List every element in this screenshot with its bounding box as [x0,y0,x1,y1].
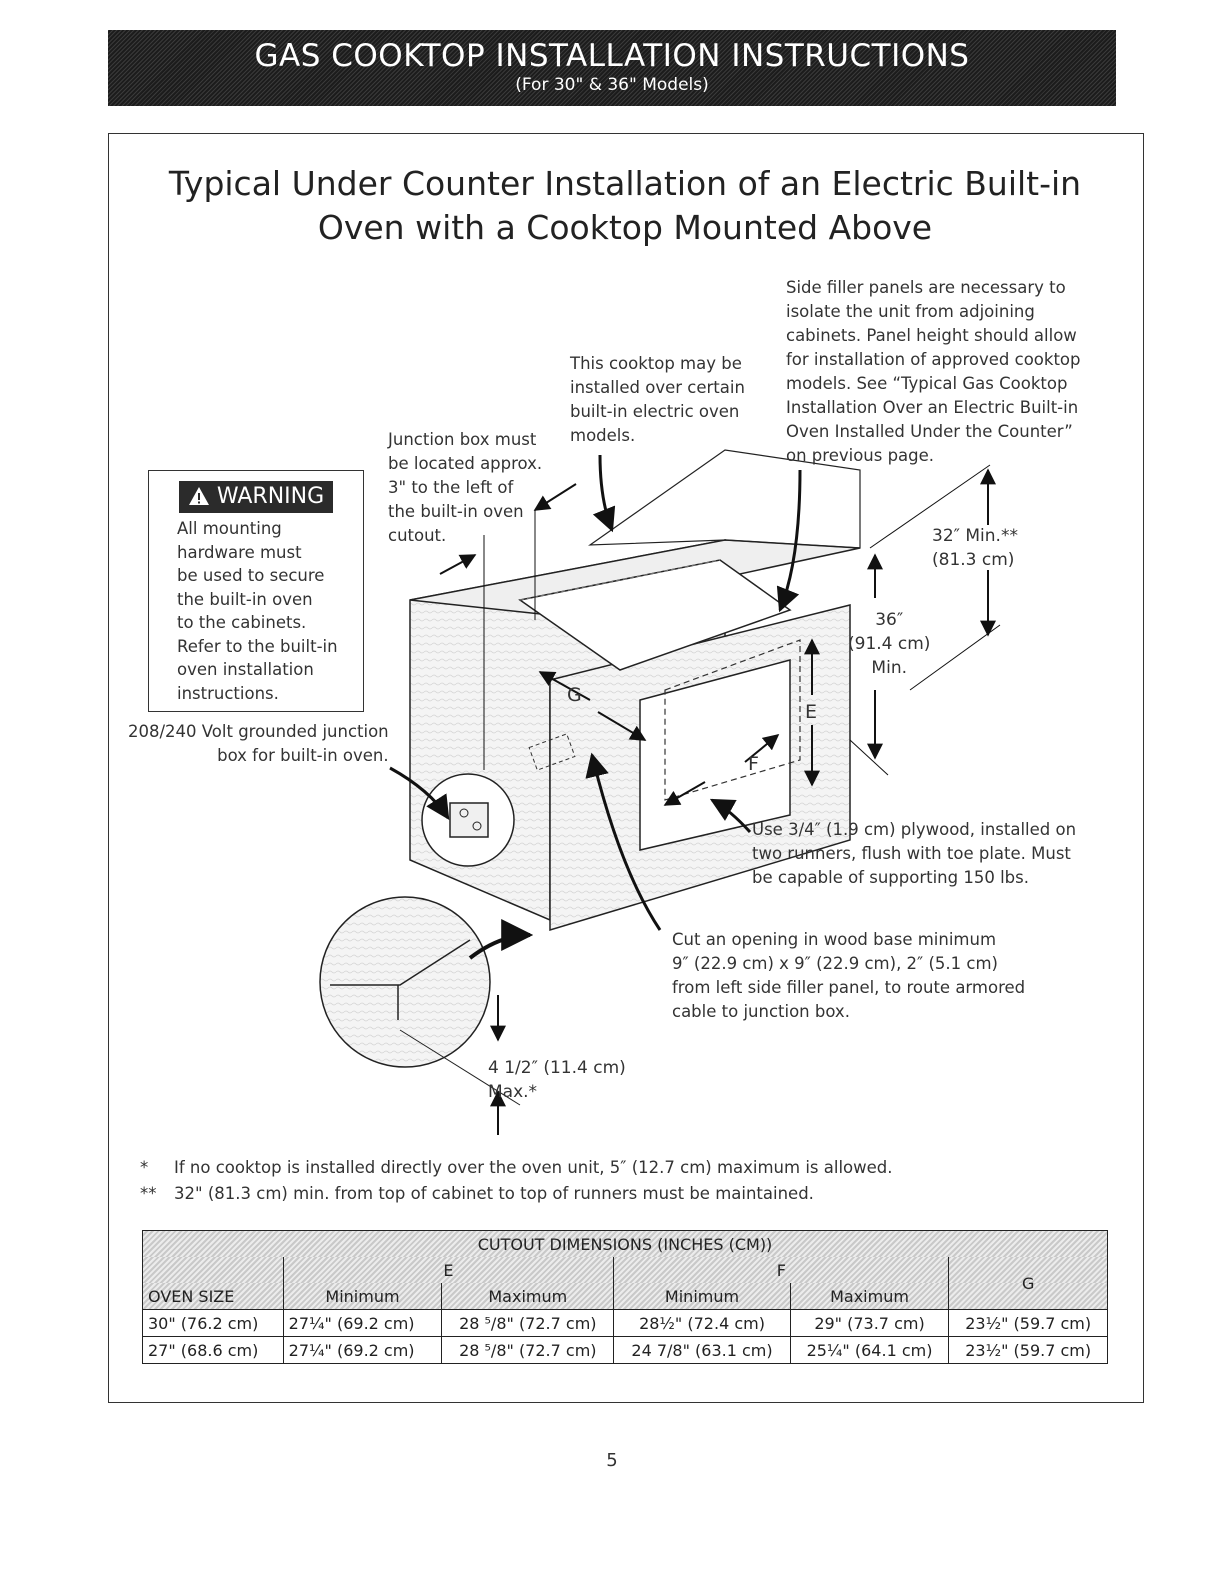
cutout-dimensions-table [142,1230,1108,1364]
footnote-1 [140,1156,893,1180]
label-36-min: 36″ (91.4 cm) Min. [848,610,931,678]
table-title: CUTOUT DIMENSIONS (INCHES (CM)) [143,1231,1108,1258]
footnote-2-mark: ** [140,1184,157,1203]
footnote-1-mark: * [140,1158,149,1177]
side-filler-note: Side filler panels are necessary to isolate the unit from adjoining cabinets. Panel height should allow for installation of approved cooktop models. See “Typical Gas Cooktop Installation Over an Electric Built-in Oven Installed Under the Counter” on previous page. [786,278,1081,465]
table-cell: 24 7/8" (63.1 cm) [614,1337,790,1364]
label-e: E [805,701,818,723]
table-cell: 23½" (59.7 cm) [949,1337,1108,1364]
table-row [143,1310,1108,1337]
footnote-1-text: If no cooktop is installed directly over the oven unit, 5″ (12.7 cm) maximum is allowed. [174,1158,893,1177]
footnote-2-text: 32" (81.3 cm) min. from top of cabinet to top of runners must be maintained. [174,1184,814,1203]
label-32-min: 32″ Min.** (81.3 cm) [932,526,1018,570]
label-f: F [748,753,759,775]
opening-note: Cut an opening in wood base minimum 9″ (22.9 cm) x 9″ (22.9 cm), 2″ (5.1 cm) from left side filler panel, to route armored cable to junction box. [672,930,1026,1021]
table-blank-cell [143,1257,284,1283]
table-cell: 28 ⁵/8" (72.7 cm) [442,1310,614,1337]
table-cell: 30" (76.2 cm) [143,1310,284,1337]
page-number: 5 [606,1450,618,1471]
warning-text: All mounting hardware must be used to secure the built-in oven to the cabinets. Refer to the built-in oven installation instructions. [177,519,338,703]
table-cell: 28½" (72.4 cm) [614,1310,790,1337]
table-cell: 27¼" (69.2 cm) [283,1310,442,1337]
table-cell: 27¼" (69.2 cm) [283,1337,442,1364]
table-f-min-header: Minimum [614,1283,790,1310]
table-cell: 25¼" (64.1 cm) [790,1337,949,1364]
table-row [143,1337,1108,1364]
table-cell: 27" (68.6 cm) [143,1337,284,1364]
table-group-g: G [949,1257,1108,1310]
table-e-max-header: Maximum [442,1283,614,1310]
junction-box-note: 208/240 Volt grounded junction box for built-in oven. [128,722,389,765]
header-subtitle: (For 30" & 36" Models) [515,75,709,95]
table-oven-size-header: OVEN SIZE [143,1283,284,1310]
warning-badge [179,481,333,513]
label-4-5-max: 4 1/2″ (11.4 cm) Max.* [488,1058,626,1102]
warning-label: WARNING [216,484,325,509]
junction-location-note: Junction box must be located approx. 3" to the left of the built-in oven cutout. [388,430,543,545]
header-title: GAS COOKTOP INSTALLATION INSTRUCTIONS [254,38,970,74]
table-group-f: F [614,1257,949,1283]
table-cell: 29" (73.7 cm) [790,1310,949,1337]
cooktop-note: This cooktop may be installed over certain built-in electric oven models. [570,354,745,445]
footnote-2 [140,1182,814,1206]
plywood-note: Use 3/4″ (1.9 cm) plywood, installed on two runners, flush with toe plate. Must be capable of supporting 150 lbs. [752,820,1077,887]
warning-box [148,470,364,712]
table-cell: 23½" (59.7 cm) [949,1310,1108,1337]
table-f-max-header: Maximum [790,1283,949,1310]
table-group-e: E [283,1257,614,1283]
section-title: Typical Under Counter Installation of an Electric Built-in Oven with a Cooktop Mounted Above [168,164,1082,247]
table-e-min-header: Minimum [283,1283,442,1310]
table-cell: 28 ⁵/8" (72.7 cm) [442,1337,614,1364]
junction-box-icon [422,774,514,866]
warning-triangle-icon [188,486,210,506]
label-g: G [567,684,582,706]
